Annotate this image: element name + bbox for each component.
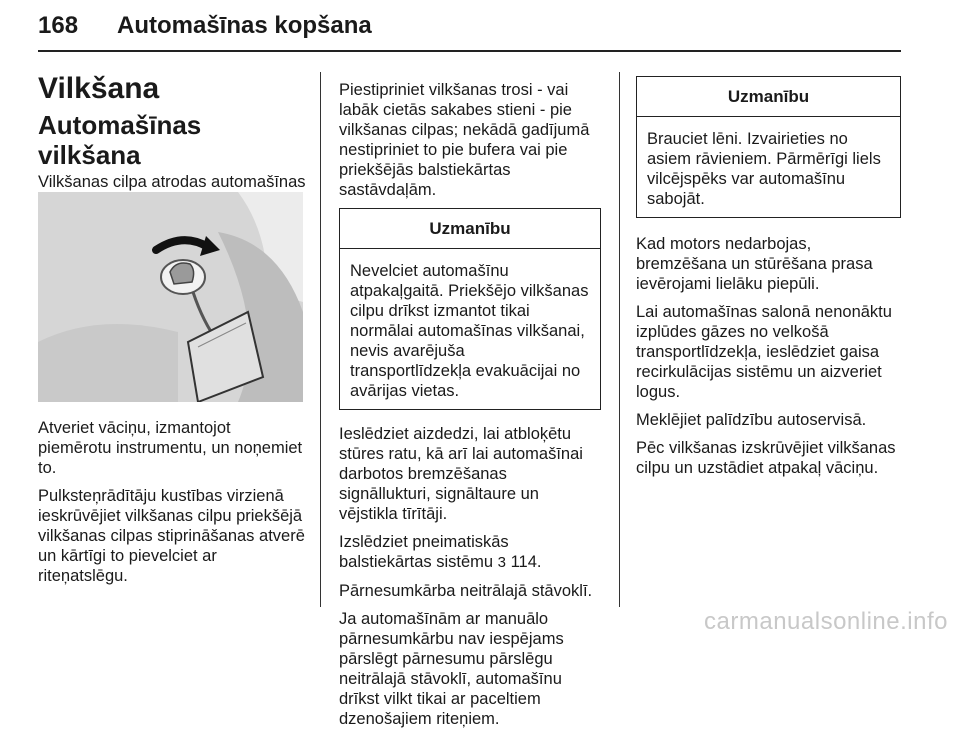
section-title: Vilkšana: [38, 72, 160, 105]
header-divider: [38, 50, 901, 52]
paragraph: Pulksteņrādītāju kustības virzienā ieskrūvējiet vilkšanas cilpu priekšējā vilkšanas cilpas stiprināšanas atverē un kārtīgi to pievelciet ar riteņatslēgu.: [38, 487, 305, 585]
paragraph: Piestipriniet vilkšanas trosi - vai labāk cietās sakabes stieni - pie vilkšanas cilpas; nekādā gadījumā nestipriniet to pie bufera vai pie priekšējās balstiekārtas sastāvdaļām.: [339, 81, 590, 199]
caution-notice: [636, 76, 901, 218]
page-reference[interactable]: 114.: [506, 553, 542, 571]
column-divider: [320, 72, 321, 607]
column-2: [339, 80, 601, 737]
notice-text: Brauciet lēni. Izvairieties no asiem rāvieniem. Pārmērīgi liels vilcējspēks var automašīnu sabojāt.: [647, 130, 881, 208]
paragraph: Meklējiet palīdzību autoservisā.: [636, 411, 867, 429]
notice-title: Uzmanību: [637, 77, 900, 117]
caution-notice: [339, 208, 601, 410]
paragraph: Lai automašīnas salonā nenonāktu izplūdes gāzes no velkošā transportlīdzekļa, ieslēdziet gaisa recirkulācijas sistēmu un aizveriet logus.: [636, 303, 892, 401]
paragraph: Pārnesumkārba neitrālajā stāvoklī.: [339, 582, 593, 600]
column-3: [636, 76, 901, 486]
arrow-ref-icon[interactable]: 3: [497, 554, 506, 571]
bumper-cover-drawing: [38, 192, 303, 402]
intro-paragraph: Vilkšanas cilpa atrodas automašīnas: [38, 172, 306, 213]
notice-text: Nevelciet automašīnu atpakaļgaitā. Priekšējo vilkšanas cilpu drīkst izmantot tikai normālai automašīnas vilkšanai, nevis avarējuša transportlīdzekļa evakuācijai no avārijas vietas.: [350, 262, 589, 400]
subsection-title: Automašīnas vilkšana: [38, 110, 202, 170]
watermark: carmanualsonline.info: [704, 608, 948, 635]
paragraph: Ja automašīnām ar manuālo pārnesumkārbu nav iespējams pārslēgt pārnesumu pārslēgu neitrālajā stāvoklī, automašīnu drīkst vilkt tikai ar paceltiem dzenošajiem riteņiem.: [339, 610, 564, 728]
notice-title: Uzmanību: [340, 209, 600, 249]
tow-eye-cover-illustration: [38, 192, 303, 402]
page-number: 168: [38, 12, 79, 39]
column-1-lower: [38, 418, 306, 594]
paragraph: Atveriet vāciņu, izmantojot piemērotu instrumentu, un noņemiet to.: [38, 419, 303, 477]
paragraph: Izslēdziet pneimatiskās balstiekārtas sistēmu 3 114.: [339, 533, 542, 571]
paragraph: Kad motors nedarbojas, bremzēšana un stūrēšana prasa ievērojami lielāku piepūli.: [636, 235, 873, 293]
paragraph: Pēc vilkšanas izskrūvējiet vilkšanas cilpu un uzstādiet atpakaļ vāciņu.: [636, 439, 896, 477]
column-divider: [619, 72, 620, 607]
chapter-title: Automašīnas kopšana: [117, 12, 372, 39]
paragraph: Ieslēdziet aizdedzi, lai atbloķētu stūres ratu, kā arī lai automašīnai darbotos bremzēšanas signāllukturi, signāltaure un vējstikla tīrītāji.: [339, 425, 583, 523]
